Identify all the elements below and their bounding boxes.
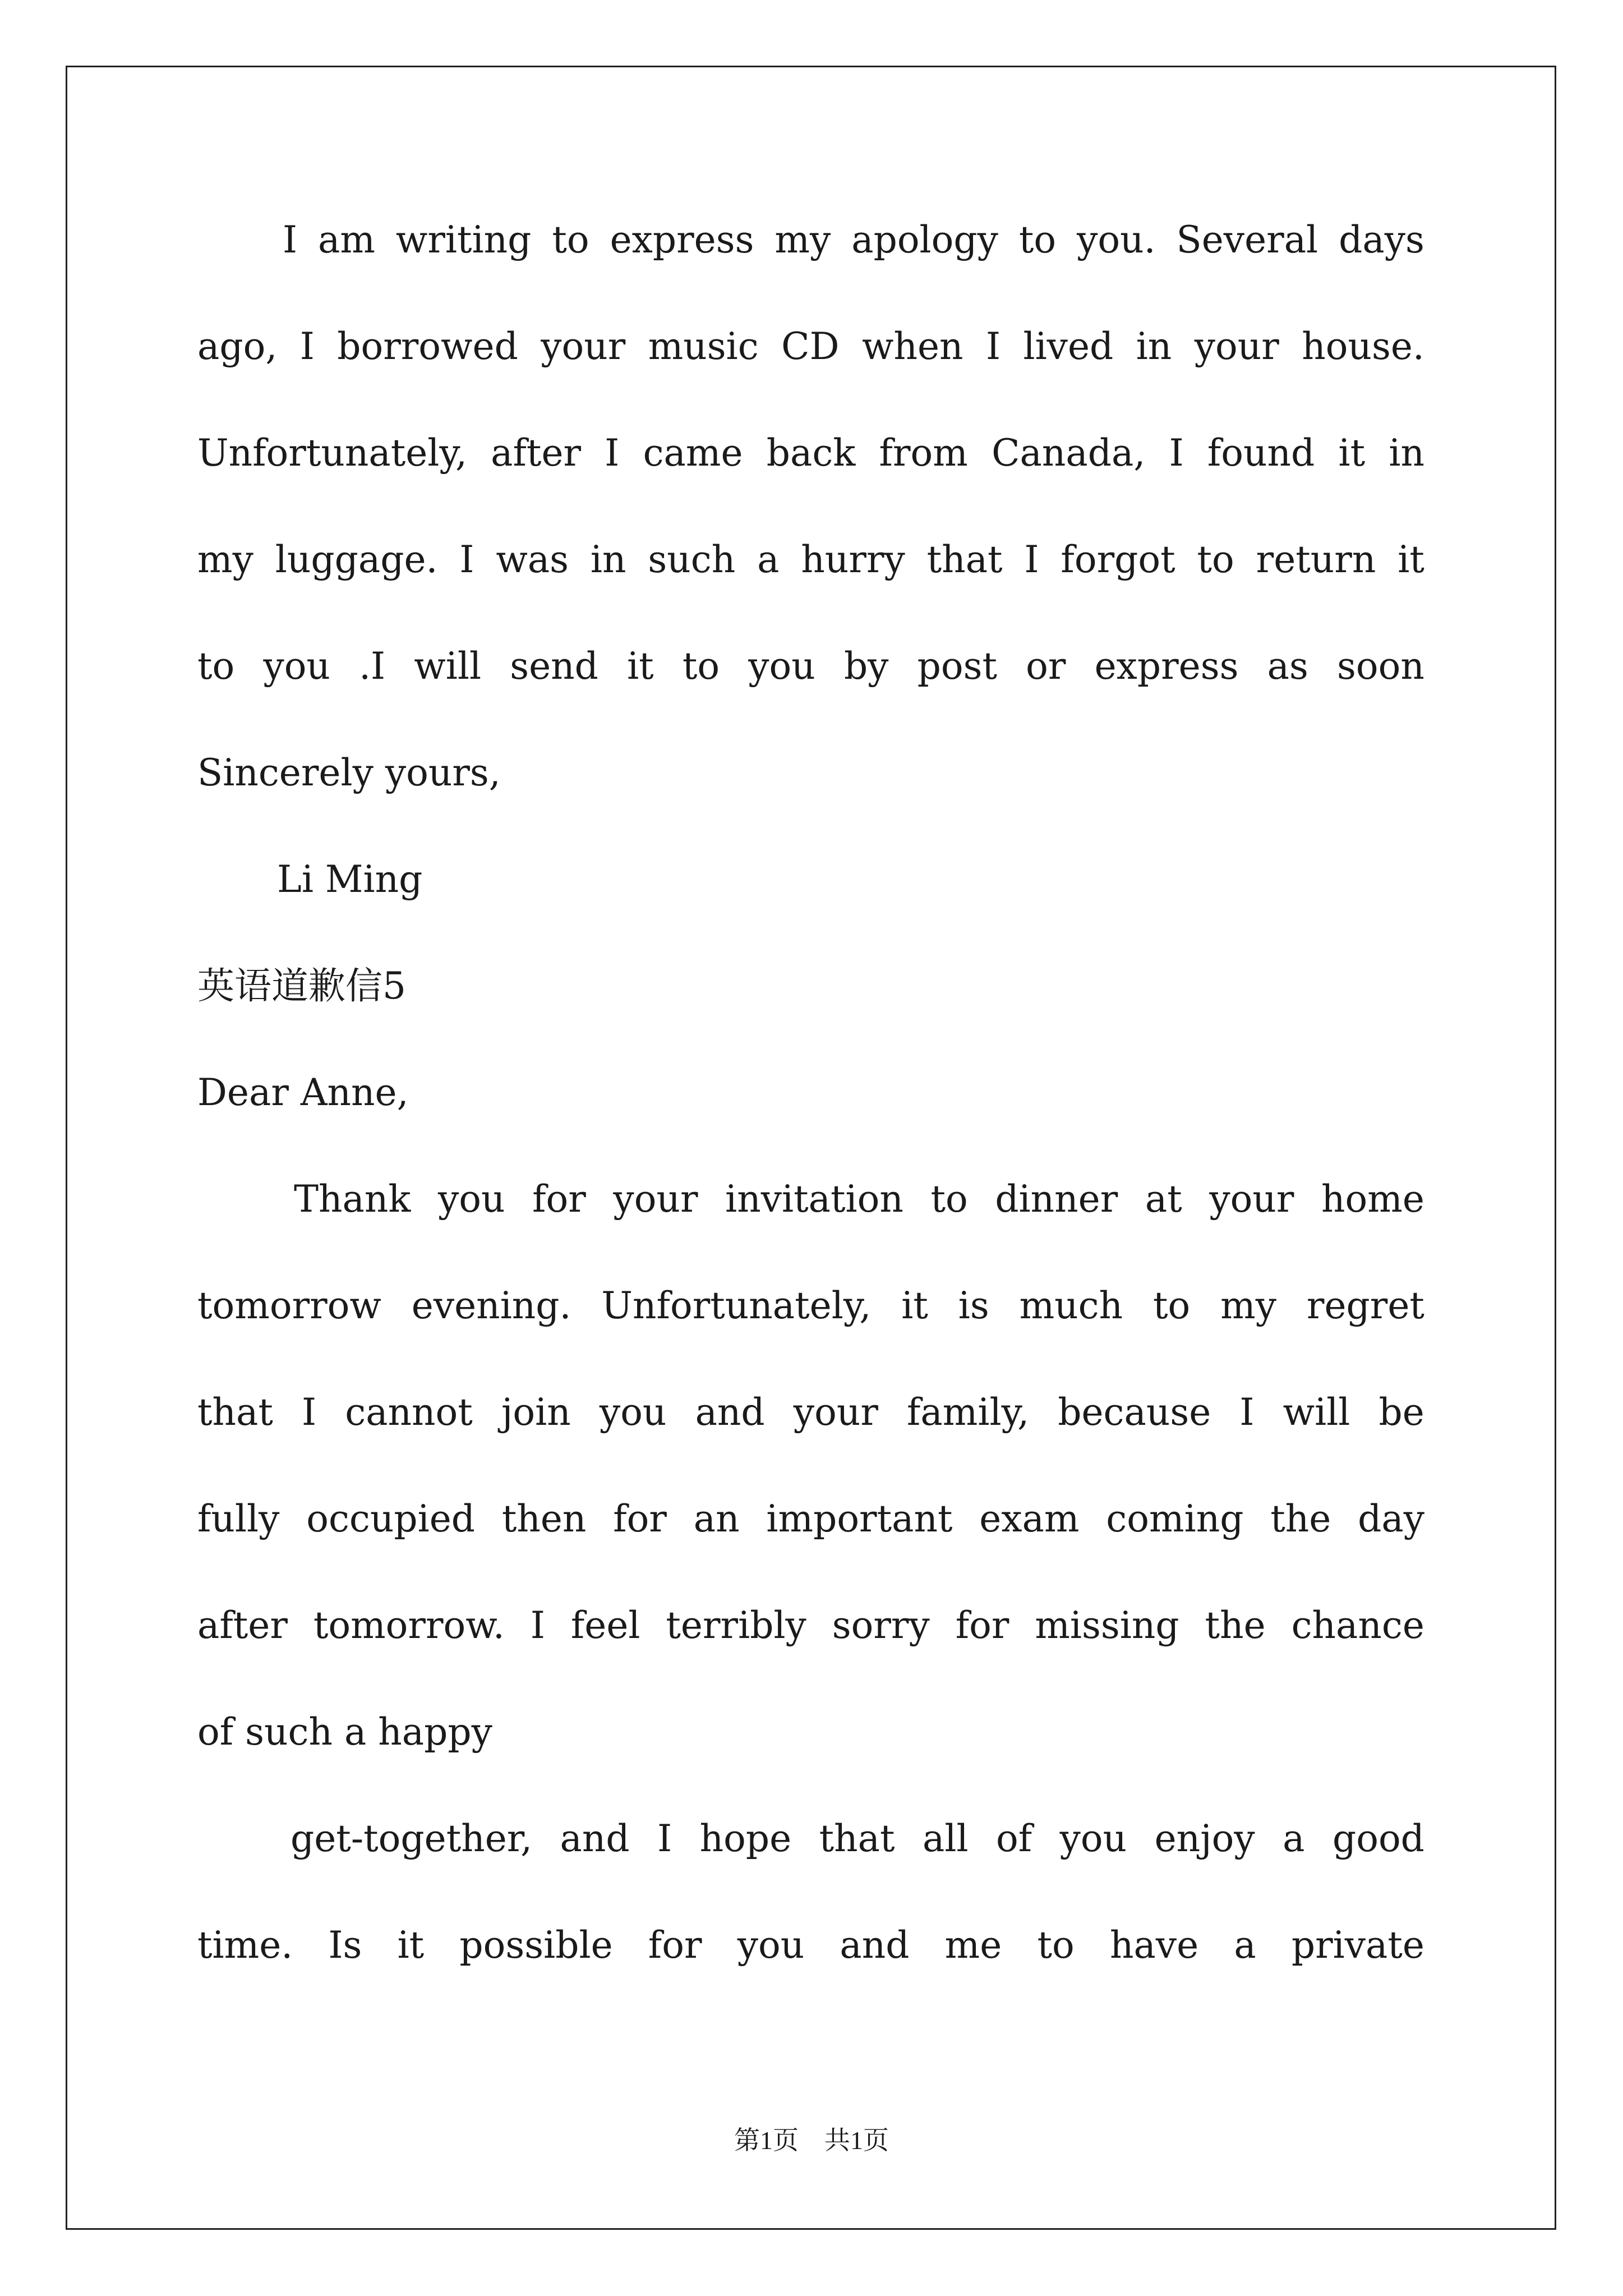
word: to xyxy=(930,1177,968,1221)
word: for xyxy=(648,1924,702,1967)
word: join xyxy=(501,1391,571,1434)
paragraph-line: of such a happy xyxy=(197,1710,492,1754)
paragraph-line xyxy=(197,426,1424,480)
word: back xyxy=(766,431,856,475)
word: Canada, xyxy=(992,431,1146,475)
word: to xyxy=(1153,1284,1191,1327)
word: from xyxy=(879,431,968,475)
word: home xyxy=(1321,1177,1424,1221)
paragraph-line xyxy=(197,1279,1424,1333)
word: and xyxy=(695,1391,765,1434)
paragraph-line xyxy=(197,1386,1424,1439)
paragraph-line xyxy=(197,639,1424,693)
word: for xyxy=(613,1497,667,1540)
word: an xyxy=(693,1497,740,1540)
word: tomorrow. xyxy=(313,1604,505,1647)
word: ago, xyxy=(197,325,278,368)
word: express xyxy=(1094,645,1239,688)
word: is xyxy=(958,1284,989,1327)
word: good xyxy=(1332,1817,1424,1860)
word: coming xyxy=(1106,1497,1244,1540)
word: post xyxy=(917,645,998,688)
word: Is xyxy=(328,1924,362,1967)
paragraph-line xyxy=(197,1492,1424,1546)
word: at xyxy=(1145,1177,1182,1221)
word: house. xyxy=(1302,325,1424,368)
page-footer xyxy=(0,2124,1623,2157)
word: time. xyxy=(197,1924,293,1967)
word: .I xyxy=(359,645,386,688)
paragraph-line xyxy=(197,320,1424,374)
word: to xyxy=(552,218,589,261)
word: was xyxy=(496,538,569,581)
word: I xyxy=(605,431,620,475)
word: invitation xyxy=(725,1177,903,1221)
word: and xyxy=(840,1924,910,1967)
word: borrowed xyxy=(337,325,518,368)
word: in xyxy=(590,538,626,581)
word: feel xyxy=(570,1604,640,1647)
word: to xyxy=(1197,538,1234,581)
word: a xyxy=(757,538,780,581)
word: you xyxy=(737,1924,805,1967)
word: you xyxy=(263,645,330,688)
word: I xyxy=(657,1817,672,1860)
word: to xyxy=(682,645,720,688)
paragraph-line xyxy=(197,213,1424,267)
word: that xyxy=(819,1817,895,1860)
word: it xyxy=(627,645,654,688)
paragraph-line xyxy=(197,1599,1424,1653)
word: important xyxy=(766,1497,953,1540)
word: days xyxy=(1339,218,1424,261)
word: it xyxy=(1398,538,1424,581)
signature-name: Li Ming xyxy=(277,858,423,901)
word: soon xyxy=(1336,645,1424,688)
word: luggage. xyxy=(275,538,438,581)
word: a xyxy=(1234,1924,1256,1967)
salutation: Dear Anne, xyxy=(197,1071,409,1114)
word: came xyxy=(643,431,743,475)
word: apology xyxy=(851,218,998,261)
page-border xyxy=(66,66,1556,2230)
page-number-current: 第1页 xyxy=(734,2126,799,2155)
word: you xyxy=(599,1391,667,1434)
word: writing xyxy=(395,218,532,261)
word: cannot xyxy=(345,1391,473,1434)
word: it xyxy=(901,1284,928,1327)
word: to xyxy=(1018,218,1057,261)
word: you xyxy=(748,645,815,688)
word: enjoy xyxy=(1154,1817,1255,1860)
word: forgot xyxy=(1061,538,1175,581)
word: your xyxy=(541,325,626,368)
word: to xyxy=(1037,1924,1075,1967)
word: private xyxy=(1291,1924,1424,1967)
word: I xyxy=(302,1391,317,1434)
word: of xyxy=(996,1817,1032,1860)
word: CD xyxy=(781,325,840,368)
word: exam xyxy=(979,1497,1080,1540)
word: will xyxy=(1283,1391,1350,1434)
word: get-together, xyxy=(291,1817,533,1860)
word: sorry xyxy=(832,1604,930,1647)
word: hope xyxy=(699,1817,792,1860)
word: will xyxy=(414,645,482,688)
word: express xyxy=(610,218,754,261)
paragraph-line xyxy=(197,533,1424,587)
word: return xyxy=(1256,538,1376,581)
word: me xyxy=(944,1924,1002,1967)
word: have xyxy=(1109,1924,1199,1967)
word: missing xyxy=(1035,1604,1179,1647)
word: be xyxy=(1378,1391,1424,1434)
word: because xyxy=(1058,1391,1211,1434)
word: you. xyxy=(1077,218,1156,261)
word: family, xyxy=(907,1391,1030,1434)
word: occupied xyxy=(306,1497,476,1540)
word: day xyxy=(1358,1497,1424,1540)
word: my xyxy=(774,218,831,261)
word: send xyxy=(510,645,598,688)
word: after xyxy=(491,431,582,475)
word: fully xyxy=(197,1497,280,1540)
word: Several xyxy=(1176,218,1318,261)
word: when xyxy=(862,325,963,368)
word: I xyxy=(299,325,315,368)
word: you xyxy=(1059,1817,1127,1860)
section-heading: 英语道歉信5 xyxy=(197,964,406,1007)
paragraph-line xyxy=(197,1812,1424,1866)
word: then xyxy=(501,1497,587,1540)
word: in xyxy=(1389,431,1424,475)
word: Thank xyxy=(294,1177,411,1221)
paragraph-line xyxy=(197,1172,1424,1226)
word: as xyxy=(1267,645,1308,688)
word: for xyxy=(532,1177,586,1221)
word: hurry xyxy=(801,538,905,581)
page-number-total: 共1页 xyxy=(824,2126,889,2155)
word: such xyxy=(648,538,736,581)
word: all xyxy=(922,1817,969,1860)
word: my xyxy=(1220,1284,1277,1327)
word: to xyxy=(197,645,235,688)
word: your xyxy=(1209,1177,1294,1221)
word: it xyxy=(397,1924,425,1967)
word: chance xyxy=(1291,1604,1424,1647)
word: for xyxy=(955,1604,1009,1647)
word: you xyxy=(437,1177,505,1221)
word: found xyxy=(1207,431,1315,475)
word: I xyxy=(1239,1391,1255,1434)
word: much xyxy=(1019,1284,1123,1327)
word: your xyxy=(1194,325,1279,368)
word: I xyxy=(530,1604,545,1647)
word: am xyxy=(318,218,375,261)
word: I xyxy=(985,325,1001,368)
word: it xyxy=(1338,431,1366,475)
word: that xyxy=(197,1391,273,1434)
word: I xyxy=(283,218,298,261)
word: my xyxy=(197,538,253,581)
word: after xyxy=(197,1604,288,1647)
word: that xyxy=(926,538,1003,581)
word: lived xyxy=(1023,325,1114,368)
word: regret xyxy=(1306,1284,1424,1327)
word: terribly xyxy=(666,1604,806,1647)
word: and xyxy=(560,1817,630,1860)
word: Unfortunately, xyxy=(601,1284,872,1327)
word: by xyxy=(843,645,889,688)
word: I xyxy=(459,538,474,581)
word: evening. xyxy=(411,1284,571,1327)
word: the xyxy=(1205,1604,1266,1647)
closing-line: Sincerely yours, xyxy=(197,751,501,794)
word: the xyxy=(1270,1497,1331,1540)
word: I xyxy=(1024,538,1039,581)
word: a xyxy=(1283,1817,1305,1860)
word: your xyxy=(613,1177,698,1221)
paragraph-line xyxy=(197,1918,1424,1972)
word: music xyxy=(648,325,759,368)
word: or xyxy=(1026,645,1066,688)
word: Unfortunately, xyxy=(197,431,467,475)
word: dinner xyxy=(995,1177,1118,1221)
word: possible xyxy=(459,1924,613,1967)
word: tomorrow xyxy=(197,1284,381,1327)
word: your xyxy=(793,1391,878,1434)
word: I xyxy=(1169,431,1184,475)
word: in xyxy=(1136,325,1172,368)
